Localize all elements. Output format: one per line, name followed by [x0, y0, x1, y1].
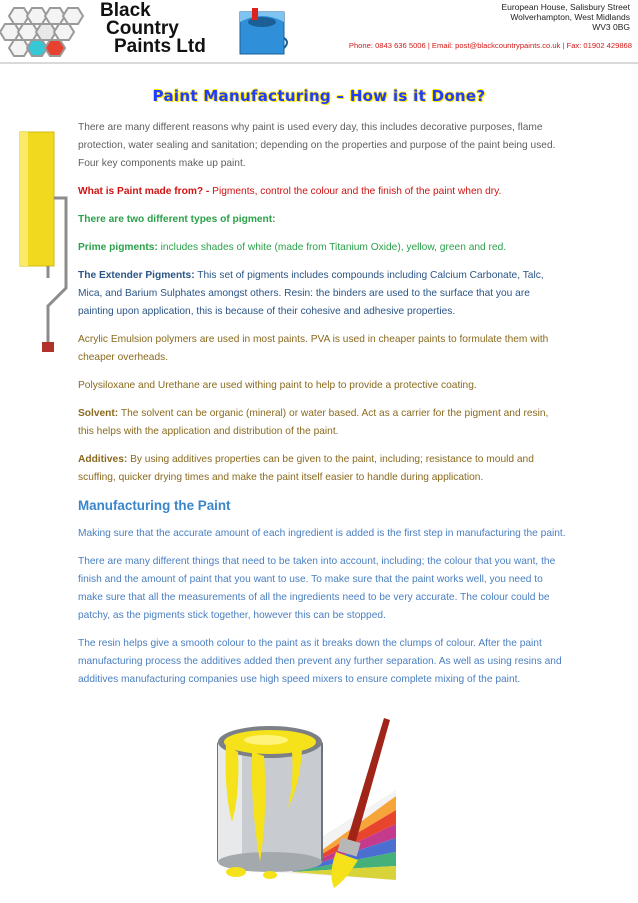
address-line3: WV3 0BG — [592, 22, 630, 32]
pigment-types-heading: There are two different types of pigment: — [78, 214, 276, 225]
page-title: Paint Manufacturing – How is it Done? — [152, 87, 486, 105]
extender-pigments-label: The Extender Pigments: — [78, 270, 195, 281]
prime-pigments-label: Prime pigments: — [78, 242, 158, 253]
polysiloxane-paragraph: Polysiloxane and Urethane are used withing paint to help to provide a protective coating. — [78, 380, 477, 391]
hexagon-cluster-logo-icon — [0, 2, 92, 60]
prime-pigments-paragraph — [78, 239, 566, 257]
company-name-line1: Black — [100, 0, 151, 21]
article-body — [78, 119, 566, 699]
solvent-paragraph — [78, 405, 566, 441]
additives-label: Additives: — [78, 454, 128, 465]
company-name — [96, 2, 206, 56]
manufacturing-paragraph-3: The resin helps give a smooth colour to the paint as it breaks down the clumps of colour. After the paint manufacturing process the additives added then prevent any further separation. As well as using resins and additives manufacturing companies use high speed mixers to ensure complete mixing of the paint. — [78, 638, 562, 685]
manufacturing-paragraph-1: Making sure that the accurate amount of each ingredient is added is the first step in manufacturing the paint. — [78, 528, 566, 539]
address-line1: European House, Salisbury Street — [501, 2, 630, 12]
what-paint-paragraph — [78, 183, 566, 201]
prime-pigments-text: includes shades of white (made from Titanium Oxide), yellow, green and red. — [157, 242, 507, 253]
acrylic-paragraph: Acrylic Emulsion polymers are used in most paints. PVA is used in cheaper paints to formulate them with cheaper overheads. — [78, 334, 549, 363]
company-name-line3: Paints Ltd — [114, 36, 206, 57]
extender-pigments-paragraph — [78, 267, 566, 321]
header-divider — [0, 62, 638, 64]
what-paint-label: What is Paint made from? - — [78, 186, 210, 197]
what-paint-text: Pigments, control the colour and the finish of the paint when dry. — [209, 186, 502, 197]
extender-pigments-text: This set of pigments includes compounds including Calcium Carbonate, Talc, Mica, and Barium Sulphates amongst others. Resin: the binders are used to the surface that you are painting upon application, this is because of their cohesive and adhesive properties. — [78, 270, 544, 317]
company-name-line2: Country — [106, 18, 179, 39]
additives-paragraph — [78, 451, 566, 487]
paint-roller-icon — [14, 128, 84, 358]
additives-text: By using additives properties can be given to the paint, including; resistance to mould and scuffing, quicker drying times and make the paint itself easier to handle during application. — [78, 454, 534, 483]
company-address — [420, 2, 630, 32]
paint-tin-logo-icon — [232, 8, 292, 58]
solvent-text: The solvent can be organic (mineral) or water based. Act as a carrier for the pigment and resin, this helps with the application and distribution of the paint. — [78, 408, 549, 437]
intro-paragraph: There are many different reasons why paint is used every day, this includes decorative purposes, flame protection, water sealing and sanitation; depending on the properties and purpose of the paint being used. Four key components make up paint. — [78, 122, 556, 169]
manufacturing-heading: Manufacturing the Paint — [78, 498, 231, 513]
address-line2: Wolverhampton, West Midlands — [510, 12, 630, 22]
paint-tin-brush-illustration-icon — [196, 712, 396, 890]
contact-details: Phone: 0843 636 5006 | Email: post@blackcountrypaints.co.uk | Fax: 01902 429868 — [348, 41, 632, 50]
manufacturing-paragraph-2: There are many different things that need to be taken into account, including; the colour that you want, the finish and the amount of paint that you want to use. To make sure that the paint works well, you need to make sure that all the measurements of all the ingredients need to be very accurate. The colour could be patchy, as the pigments stick together, however this can be stopped. — [78, 556, 556, 621]
page-header — [0, 0, 638, 64]
solvent-label: Solvent: — [78, 408, 119, 419]
